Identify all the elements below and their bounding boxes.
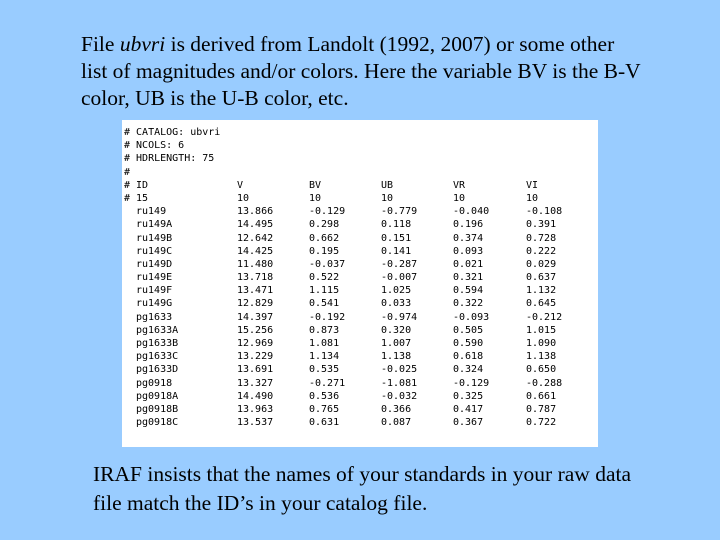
star-id: ru149F	[136, 285, 173, 297]
row-value: 0.661	[526, 390, 557, 402]
row-value: 0.535	[309, 364, 340, 376]
row-value: 0.366	[381, 403, 412, 415]
row-value: 1.115	[309, 285, 340, 297]
row-value: 0.787	[526, 403, 557, 415]
catalog-row	[122, 403, 598, 416]
row-value: 14.490	[237, 390, 274, 402]
row-value: 12.829	[237, 298, 274, 310]
catalog-row	[122, 297, 598, 310]
catalog-rows	[122, 205, 598, 429]
row-value: 12.642	[237, 232, 274, 244]
row-value: 0.321	[453, 272, 484, 284]
row-value: 0.417	[453, 403, 484, 415]
star-id: ru149A	[136, 219, 173, 231]
row-value: -0.040	[453, 206, 490, 218]
row-value: 0.322	[453, 298, 484, 310]
row-value: -0.129	[309, 206, 346, 218]
catalog-row	[122, 284, 598, 297]
column-width: 10	[453, 192, 466, 204]
catalog-row	[122, 350, 598, 363]
row-value: 0.195	[309, 245, 340, 257]
catalog-row	[122, 258, 598, 271]
row-value: 13.718	[237, 272, 274, 284]
row-value: 0.541	[309, 298, 340, 310]
catalog-row	[122, 324, 598, 337]
row-value: 1.134	[309, 351, 340, 363]
row-value: 0.325	[453, 390, 484, 402]
column-name: VR	[453, 179, 466, 191]
row-value: 0.873	[309, 324, 340, 336]
star-id: pg1633D	[136, 364, 179, 376]
row-value: -0.025	[381, 364, 418, 376]
star-id: pg1633	[136, 311, 173, 323]
row-value: 0.093	[453, 245, 484, 257]
header-text: #	[124, 166, 131, 178]
row-value: 0.645	[526, 298, 557, 310]
row-value: 1.138	[526, 351, 557, 363]
row-value: 12.969	[237, 338, 274, 349]
row-value: -1.081	[381, 377, 418, 389]
row-value: -0.192	[309, 311, 346, 323]
header-text: # NCOLS: 6	[124, 140, 185, 152]
row-value: 0.222	[526, 245, 557, 257]
star-id: pg1633A	[136, 324, 179, 336]
column-name: VI	[526, 179, 539, 191]
catalog-row	[122, 205, 598, 218]
row-value: 0.728	[526, 232, 557, 244]
row-value: 0.505	[453, 324, 484, 336]
catalog-header-line	[122, 152, 598, 165]
column-width: 10	[237, 192, 250, 204]
row-value: 1.015	[526, 324, 557, 336]
star-id: ru149	[136, 206, 167, 218]
row-value: 0.536	[309, 390, 340, 402]
catalog-row	[122, 232, 598, 245]
catalog-row	[122, 311, 598, 324]
column-width: 10	[381, 192, 394, 204]
row-value: -0.287	[381, 258, 418, 270]
row-value: 13.866	[237, 206, 274, 218]
star-id: pg1633C	[136, 351, 179, 363]
row-value: 13.537	[237, 417, 274, 429]
star-id: ru149D	[136, 258, 173, 270]
row-value: 13.963	[237, 403, 274, 415]
row-value: 0.118	[381, 219, 412, 231]
column-width: 10	[526, 192, 539, 204]
row-value: 0.637	[526, 272, 557, 284]
row-value: -0.129	[453, 377, 490, 389]
row-value: -0.032	[381, 390, 418, 402]
row-value: -0.007	[381, 272, 418, 284]
row-value: -0.108	[526, 206, 563, 218]
row-value: -0.288	[526, 377, 563, 389]
star-id: ru149E	[136, 272, 173, 284]
star-id: pg1633B	[136, 338, 179, 349]
row-value: 11.480	[237, 258, 274, 270]
column-name: BV	[309, 179, 322, 191]
catalog-header-line	[122, 166, 598, 179]
column-names-line	[122, 179, 598, 192]
row-value: 1.025	[381, 285, 412, 297]
row-value: 0.391	[526, 219, 557, 231]
catalog-listing	[122, 120, 598, 447]
star-id: ru149B	[136, 232, 173, 244]
intro-paragraph	[81, 31, 641, 112]
row-value: 0.374	[453, 232, 484, 244]
star-id: ru149C	[136, 245, 173, 257]
row-value: 1.138	[381, 351, 412, 363]
row-value: 13.229	[237, 351, 274, 363]
row-value: 0.021	[453, 258, 484, 270]
row-value: -0.271	[309, 377, 346, 389]
row-value: 0.151	[381, 232, 412, 244]
star-id: pg0918A	[136, 390, 179, 402]
catalog-row	[122, 337, 598, 350]
column-name: UB	[381, 179, 394, 191]
catalog-row	[122, 377, 598, 390]
row-value: 1.081	[309, 338, 340, 349]
intro-text: is derived from Landolt (1992, 2007) or some other list of magnitudes and/or colors. Here the variable BV is the B-V color, UB is the U-B color, etc.	[81, 32, 641, 110]
catalog-row	[122, 245, 598, 258]
column-width: # 15	[124, 192, 149, 204]
row-value: 1.007	[381, 338, 412, 349]
star-id: ru149G	[136, 298, 173, 310]
filename-text: ubvri	[119, 32, 166, 56]
row-value: 14.495	[237, 219, 274, 231]
row-value: 0.320	[381, 324, 412, 336]
row-value: 0.522	[309, 272, 340, 284]
star-id: pg0918	[136, 377, 173, 389]
catalog-row	[122, 218, 598, 231]
row-value: 0.594	[453, 285, 484, 297]
row-value: 0.590	[453, 338, 484, 349]
row-value: 0.662	[309, 232, 340, 244]
catalog-header-line	[122, 126, 598, 139]
header-text: # CATALOG: ubvri	[124, 127, 221, 138]
column-name: # ID	[124, 179, 149, 191]
row-value: -0.093	[453, 311, 490, 323]
row-value: 14.425	[237, 245, 274, 257]
star-id: pg0918C	[136, 417, 179, 429]
row-value: 0.631	[309, 417, 340, 429]
row-value: 0.765	[309, 403, 340, 415]
row-value: 0.367	[453, 417, 484, 429]
catalog-header-line	[122, 139, 598, 152]
row-value: 0.722	[526, 417, 557, 429]
row-value: -0.037	[309, 258, 346, 270]
row-value: 14.397	[237, 311, 274, 323]
row-value: 1.132	[526, 285, 557, 297]
row-value: 15.256	[237, 324, 274, 336]
column-name: V	[237, 179, 244, 191]
row-value: 0.650	[526, 364, 557, 376]
row-value: 0.298	[309, 219, 340, 231]
catalog-row	[122, 416, 598, 429]
row-value: 0.029	[526, 258, 557, 270]
row-value: 0.618	[453, 351, 484, 363]
row-value: -0.974	[381, 311, 418, 323]
header-text: # HDRLENGTH: 75	[124, 153, 215, 165]
intro-prefix: File	[81, 32, 120, 56]
row-value: 0.324	[453, 364, 484, 376]
star-id: pg0918B	[136, 403, 179, 415]
row-value: 13.471	[237, 285, 274, 297]
column-width: 10	[309, 192, 322, 204]
row-value: -0.212	[526, 311, 563, 323]
row-value: 13.691	[237, 364, 274, 376]
catalog-row	[122, 271, 598, 284]
row-value: 0.087	[381, 417, 412, 429]
row-value: 0.033	[381, 298, 412, 310]
catalog-row	[122, 390, 598, 403]
row-value: 0.141	[381, 245, 412, 257]
column-widths-line	[122, 192, 598, 205]
row-value: 13.327	[237, 377, 274, 389]
outro-paragraph: IRAF insists that the names of your standards in your raw data file match the ID’s in your catalog file.	[93, 462, 632, 515]
row-value: -0.779	[381, 206, 418, 218]
row-value: 1.090	[526, 338, 557, 349]
catalog-row	[122, 363, 598, 376]
row-value: 0.196	[453, 219, 484, 231]
